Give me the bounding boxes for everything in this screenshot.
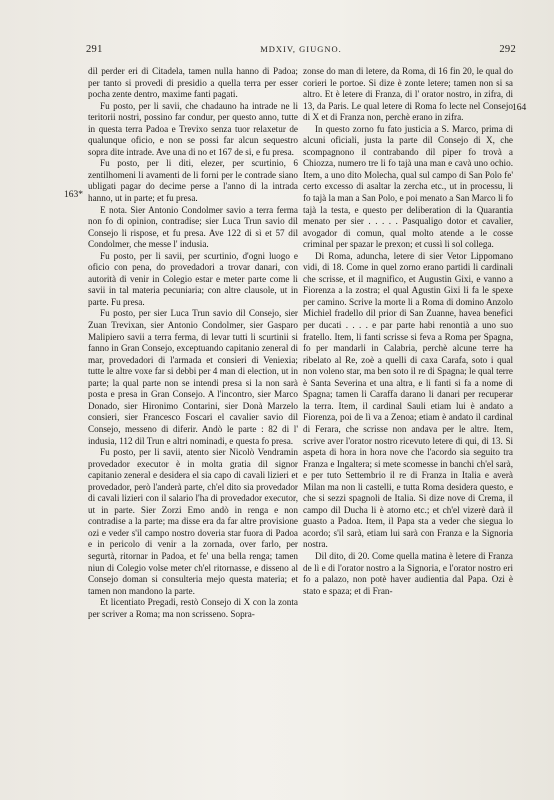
paragraph: Di Roma, aduncha, letere di sier Vetor Lippomano vidi, di 18. Come in quel zorno erano partidi li cardinali che scrisse, et il magnifico, et Augustin Gixi, e vanno a Fiorenza a la zostra; el qual Agustin Gixi li fa le spexe per camino. Scrive la morte li a Roma di domino Anzolo Michiel fradello dil prior di San Zuanne, havea benefici per ducati . . . . e par parte habi renontià a uno suo fratello. Item, li fanti scrisse si feva a Roma per Spagna, fo per mandarli in Calabria, perchè alcune terre ha ribelato al Re, zoè a quelli di caxa Carafa, soto i qual non voleno star, ma ben soto il re di Spagna; le qual terre è Santa Severina et una altra, e li fanti si fa a nome di Spagna; tamen li Caraffa darano li danari per recuperar la terra. Item, il cardinal Sauli etiam lui è andato a Fiorenza, poi de lì va a Zenoa; etiam è andato il cardinal di Ferara, che scrisse non andava per le altre. Item, scrive aver l'orator nostro ricevuto letere di qui, di 13. Si aspeta di hora in hora nove che l'acordo sia seguito tra Franza e Ingaltera; si mete scomesse in banchi ch'el sarà, e per tuto Settembrio il re di Franza in Italia e averà Milan ma non li castelli, e tutta Roma desidera questo, e che si sezzi spagnoli de Italia. Si dize nove di Crema, il campo dil Ducha li è atorno etc.; et ch'el vizerè darà il guasto a Padoa. Item, il Papa sta a veder che siegua lo acordo; s'il sarà, etiam lui sarà con Franza e la Signoria nostra. [303,250,513,550]
page-number-left: 291 [86,44,103,55]
paragraph: In questo zorno fu fato justicia a S. Marco, prima di alcuni oficiali, justa la parte dil Consejo di X, che scompagnono il contrabando dil piper fo trovà a Chiozza, numero tre li fo tajà una man e cavà uno ochio. Item, a uno dito Molecha, qual sul campo di San Polo fe' certo excesso di asaltar la zercha etc., ut in processu, li fo tajà la man a San Polo, e poi menato a San Marco li fo tajà la testa, e questo per deliberation di la Quarantia menato per sier . . . . . Pasqualigo dotor et cavalier, avogador di comun, qual molto atende a le cosse criminal per spazar le prexon; et cussì li sol collega. [303,123,513,250]
paragraph: Fu posto, per sier Luca Trun savio dil Consejo, sier Zuan Trevixan, sier Antonio Condolmer, sier Gasparo Malipiero savii a terra ferma, di levar tutti li scurtinii si fanno in Gran Consejo, exceptuando capitanio zeneral di mar, provedadori di l'armada et consieri di Veniexia; tutte le altre voxe far si debbi per 4 man di election, ut in parte; la qual parte non se intendi presa si la non sarà posta e presa in Gran Consejo. A l'incontro, sier Marco Donado, sier Hironimo Contarini, sier Donà Marzelo consieri, sier Francesco Foscari el cavalier savio dil Consejo, messeno di diferir. Andò le parte : 82 di l' indusia, 112 dil Trun e altri nominadi, e questa fo presa. [88,308,298,446]
paragraph: Fu posto, per li savii, per scurtinio, d'ogni luogo e oficio con pena, do provedadori a trovar danari, con autorità di venir in Colegio estar e meter parte come li savii in tal materia pecuniaria; con altre clausole, ut in parte. Fu presa. [88,250,298,307]
margin-number-left: 163* [64,190,83,200]
paragraph: Dil dito, di 20. Come quella matina è letere di Franza de lì e di l'orator nostro a la Signoria, e l'orator nostro eri fo a palazo, non potè haver audientia dal Papa. Ozi è stato e spaza; et di Fran- [303,550,513,596]
right-text-column [303,66,513,597]
paragraph: Et licentiato Pregadi, restò Consejo di X con la zonta per scriver a Roma; ma non scrisseno. Sopra- [88,597,298,619]
paragraph: Fu posto, per li diti, elezer, per scurtinio, 6 zentilhomeni li avamenti de li forni per le contrade siano ubligati pagar do decime perse a l'anno di la intrada hanno, ut in parte; et fu presa. [88,158,298,204]
paragraph: Fu posto, per li savii, che chadauno ha intrade ne li teritorii nostri, possino far condur, per questo anno, tutte in questa terra Padoa e Trevixo senza tuor relaxetur de qualunque oficio, e non se possi far alcun sequestro sopra dite intrade. Ave una di no et 167 de si, e fu presa. [88,100,298,157]
left-text-column [88,66,298,620]
paragraph: zonse do man di letere, da Roma, di 16 fin 20, le qual do corieri le portoe. Si dize è zonte letere; tamen non si sa altro. Et è letere di Franza, di l' orator nostro, in zifra, di 13, da Paris. Le qual letere di Roma fo lecte nel Consejo di X et di Franza non, perchè erano in zifra. [303,66,513,123]
paragraph: dil perder eri di Citadela, tamen nulla hanno di Padoa; per tanto si provedi di presidio a quella terra per esser pocha zente dentro, maxime fanti pagati. [88,66,298,100]
page-number-right: 292 [499,44,516,55]
page-header [86,44,516,58]
running-title: MDXIV, GIUGNO. [260,44,342,54]
margin-number-right: 164 [512,103,527,113]
paragraph: E nota. Sier Antonio Condolmer savio a terra ferma non fo di opinion, contradise; sier Luca Trun savio dil Consejo li rispose, et fu presa. Ave 122 di sì et 57 dil Condolmer, che messe l' indusia. [88,204,298,250]
paragraph: Fu posto, per li savii, atento sier Nicolò Vendramin provedador executor è in molta gratia dil signor capitanio zeneral e desidera el sia capo di cavali lizieri et provedador, però l'anderà parte, ch'el dito sia provedador di cavali lizieri con il salario l'ha di provedador executor, ut in parte. Sier Zorzi Emo andò in renga e non contradise a la parte; ma disse era da far altre provisione ozi e veder s'il campo nostro doveria star fuora di Padoa e in pericolo di venir a la zornada, over farlo, per segurtà, ritornar in Padoa, et fe' una bella renga; tamen niun di Colegio volse meter ch'el ritornasse, e disseno al Consejo doman si consulteria mejo questa materia; et tamen non mandono la parte. [88,447,298,596]
